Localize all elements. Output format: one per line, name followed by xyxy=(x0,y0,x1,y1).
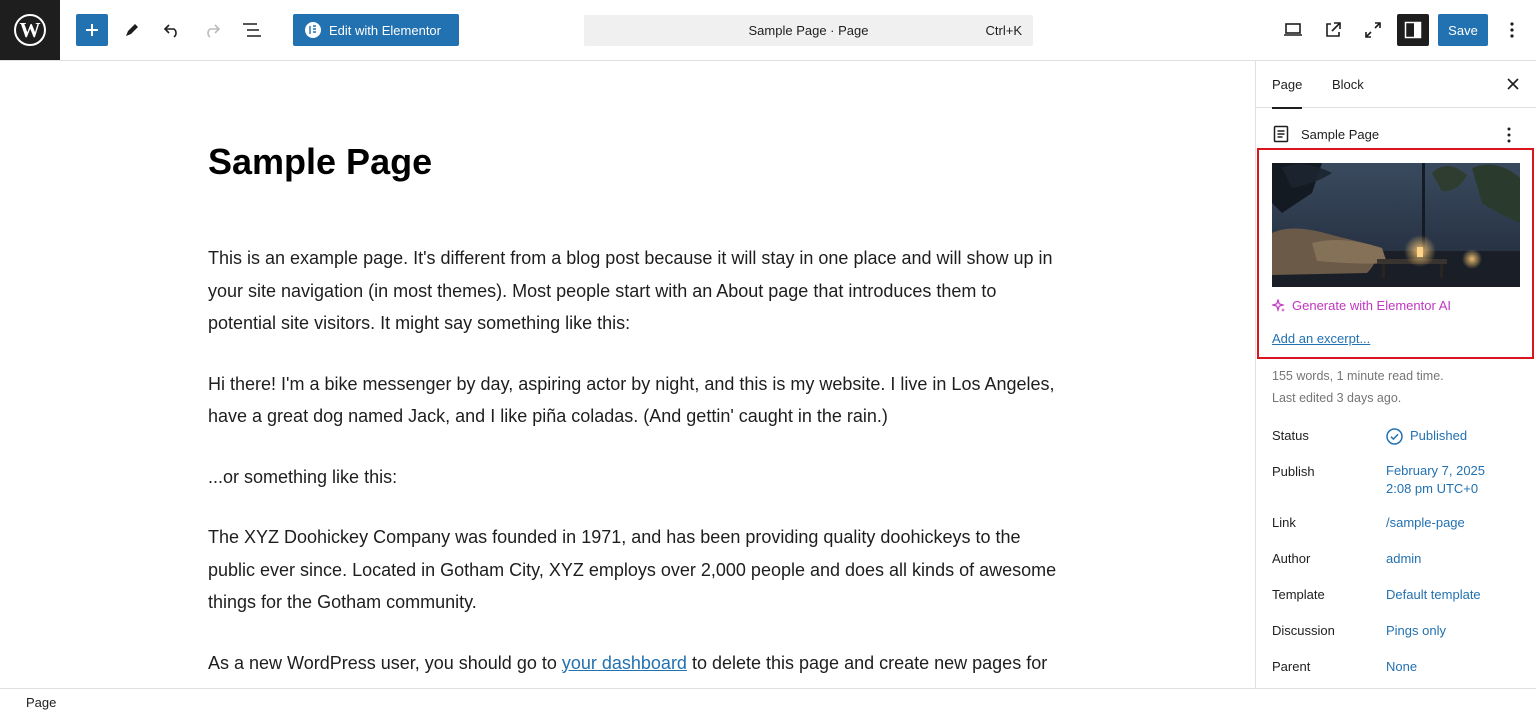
publish-date-button[interactable] xyxy=(1386,462,1485,498)
pencil-icon xyxy=(123,21,141,39)
options-menu-button[interactable] xyxy=(1498,14,1526,46)
template-button[interactable]: Default template xyxy=(1386,587,1481,602)
close-icon xyxy=(1507,78,1519,90)
add-excerpt-link[interactable]: Add an excerpt... xyxy=(1272,331,1371,346)
word-count: 155 words, 1 minute read time. xyxy=(1272,369,1444,383)
command-palette-bar[interactable] xyxy=(584,15,1033,46)
paragraph-block[interactable]: The XYZ Doohickey Company was founded in 1971, and has been providing quality doohickeys to the public ever since. Located in Gotham City, XYZ employs over 2,000 people and does all kinds of awesome things for the Gotham community. xyxy=(208,527,1057,612)
redo-icon xyxy=(202,21,222,39)
discussion-label: Discussion xyxy=(1272,623,1335,638)
parent-button[interactable]: None xyxy=(1386,659,1418,674)
page-content xyxy=(208,242,1058,688)
link-label: Link xyxy=(1272,515,1296,530)
generate-ai-button[interactable] xyxy=(1272,298,1451,313)
tab-block[interactable]: Block xyxy=(1332,77,1364,92)
edit-with-elementor-label: Edit with Elementor xyxy=(329,22,441,38)
paragraph-text: As a new WordPress user, you should go to xyxy=(208,652,562,673)
external-link-icon xyxy=(1324,21,1342,39)
desktop-view-icon xyxy=(1283,22,1303,38)
footer-breadcrumb[interactable]: Page xyxy=(26,695,57,710)
wordpress-icon xyxy=(13,13,47,47)
undo-icon xyxy=(162,21,182,39)
last-edited: Last edited 3 days ago. xyxy=(1272,391,1402,405)
check-circle-icon xyxy=(1386,428,1403,445)
tab-page[interactable]: Page xyxy=(1272,61,1302,108)
plus-icon xyxy=(84,22,100,38)
tools-button[interactable] xyxy=(116,14,148,46)
fullscreen-icon xyxy=(1364,21,1382,39)
close-sidebar-button[interactable] xyxy=(1502,73,1524,95)
elementor-icon xyxy=(305,22,321,38)
permalink-button[interactable]: /sample-page xyxy=(1386,515,1465,530)
redo-button[interactable] xyxy=(196,14,228,46)
svg-text:W: W xyxy=(19,18,41,42)
dashboard-link[interactable]: your dashboard xyxy=(561,652,687,673)
featured-image-picture xyxy=(1272,163,1520,287)
discussion-button[interactable]: Pings only xyxy=(1386,623,1446,638)
publish-date: February 7, 2025 xyxy=(1386,463,1486,478)
post-meta-info xyxy=(1272,365,1444,409)
save-button[interactable]: Save xyxy=(1438,14,1488,46)
paragraph-block[interactable]: ...or something like this: xyxy=(208,466,398,487)
template-label: Template xyxy=(1272,587,1325,602)
document-actions-button[interactable] xyxy=(1500,125,1518,145)
more-vertical-icon xyxy=(1507,127,1511,143)
sidebar-icon xyxy=(1404,21,1422,39)
settings-sidebar xyxy=(1255,61,1536,688)
status-value: Published xyxy=(1410,428,1468,443)
more-vertical-icon xyxy=(1510,22,1514,38)
author-label: Author xyxy=(1272,551,1311,566)
view-page-button[interactable] xyxy=(1317,14,1349,46)
paragraph-text: to delete this page and create new pages for xyxy=(686,652,1048,673)
paragraph-block[interactable] xyxy=(208,647,1058,680)
add-block-button[interactable] xyxy=(76,14,108,46)
featured-image[interactable] xyxy=(1272,163,1520,287)
paragraph-block[interactable]: Hi there! I'm a bike messenger by day, aspiring actor by night, and this is my website. I live in Los Angeles, have a great dog named Jack, and I like piña coladas. (And gettin' caught in the rain.) xyxy=(208,373,1055,426)
undo-button[interactable] xyxy=(156,14,188,46)
document-title-label: Sample Page xyxy=(1301,126,1380,142)
page-icon xyxy=(1273,125,1289,143)
status-value-button[interactable] xyxy=(1386,427,1467,445)
page-title[interactable]: Sample Page xyxy=(208,141,433,182)
sidebar-tabs xyxy=(1256,61,1536,108)
editor-footer xyxy=(0,688,1536,713)
publish-label: Publish xyxy=(1272,464,1315,479)
fullscreen-button[interactable] xyxy=(1357,14,1389,46)
list-view-icon xyxy=(242,22,262,38)
generate-ai-label: Generate with Elementor AI xyxy=(1292,298,1451,313)
publish-time: 2:08 pm UTC+0 xyxy=(1386,481,1479,496)
settings-sidebar-toggle[interactable] xyxy=(1397,14,1429,46)
shortcut-hint: Ctrl+K xyxy=(985,23,1022,38)
paragraph-block[interactable]: This is an example page. It's different from a blog post because it will stay in one place and will show up in your site navigation (in most themes). Most people start with an About page that introduces them to potential site visitors. It might say something like this: xyxy=(208,248,1053,333)
document-summary xyxy=(1273,125,1379,143)
document-title: Sample Page · Page xyxy=(748,23,869,38)
edit-with-elementor-button[interactable] xyxy=(293,14,459,46)
parent-label: Parent xyxy=(1272,659,1311,674)
list-view-button[interactable] xyxy=(236,14,268,46)
wordpress-logo-button[interactable] xyxy=(0,0,60,60)
editor-header xyxy=(0,0,1536,61)
status-label: Status xyxy=(1272,428,1309,443)
editor-canvas[interactable] xyxy=(0,61,1255,688)
sparkle-icon xyxy=(1272,299,1286,313)
preview-device-button[interactable] xyxy=(1277,14,1309,46)
author-button[interactable]: admin xyxy=(1386,551,1422,566)
